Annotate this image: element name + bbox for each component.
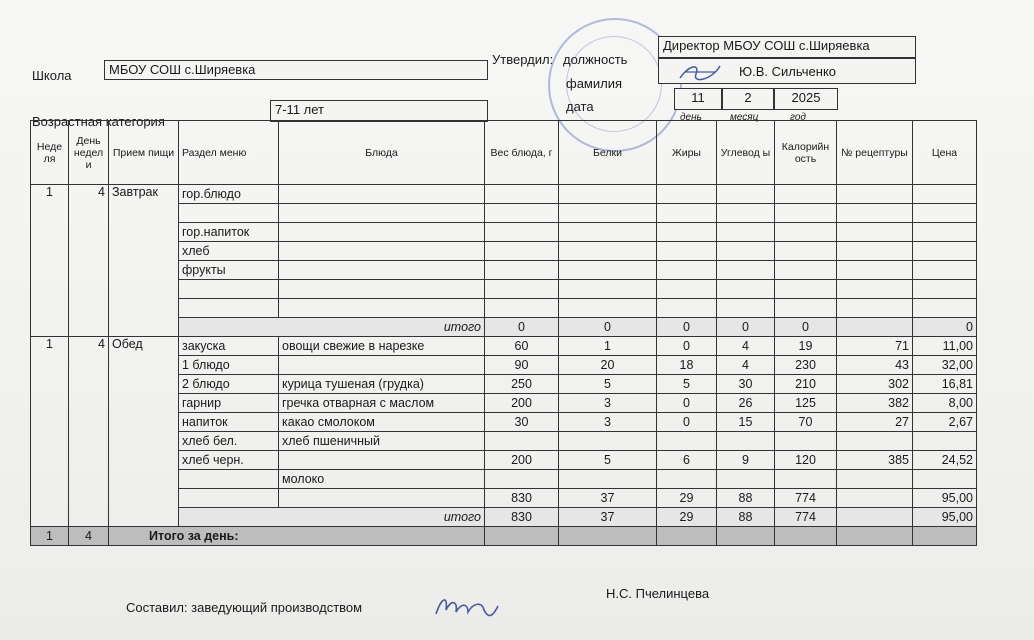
surname-label: фамилия xyxy=(566,76,623,91)
section-cell: 1 блюдо xyxy=(179,356,279,375)
total-price: 95,00 xyxy=(913,508,977,527)
section-cell: 2 блюдо xyxy=(179,375,279,394)
price-cell: 32,00 xyxy=(913,356,977,375)
age-field[interactable]: 7-11 лет xyxy=(270,100,488,122)
weight-cell: 90 xyxy=(485,356,559,375)
total-weight: 0 xyxy=(485,318,559,337)
table-row xyxy=(31,337,977,356)
price-cell: 8,00 xyxy=(913,394,977,413)
col-header: Раздел меню xyxy=(179,121,279,185)
day-total-label: Итого за день: xyxy=(109,527,485,546)
col-header: Вес блюда, г xyxy=(485,121,559,185)
recipe-cell: 43 xyxy=(837,356,913,375)
protein-cell: 3 xyxy=(559,413,657,432)
day-caption: день xyxy=(680,112,702,123)
fat-cell: 0 xyxy=(657,337,717,356)
section-cell: закуска xyxy=(179,337,279,356)
price-cell: 24,52 xyxy=(913,451,977,470)
carb-cell: 30 xyxy=(717,375,775,394)
section-cell: гор.блюдо xyxy=(179,185,279,204)
col-header: Углевод ы xyxy=(717,121,775,185)
meal-cell: Завтрак xyxy=(109,185,179,337)
section-cell: гор.напиток xyxy=(179,223,279,242)
weight-cell: 200 xyxy=(485,451,559,470)
day-cell: 4 xyxy=(69,337,109,527)
section-cell: хлеб бел. xyxy=(179,432,279,451)
fat-cell: 0 xyxy=(657,413,717,432)
kcal-cell: 19 xyxy=(775,337,837,356)
col-header: Неде ля xyxy=(31,121,69,185)
compiled-by-name: Н.С. Пчелинцева xyxy=(606,586,710,601)
fat-cell: 6 xyxy=(657,451,717,470)
fat-cell: 5 xyxy=(657,375,717,394)
kcal-cell: 125 xyxy=(775,394,837,413)
school-field[interactable]: МБОУ СОШ с.Ширяевка xyxy=(104,60,488,80)
surname-field[interactable]: Ю.В. Сильченко xyxy=(658,58,916,84)
dish-cell xyxy=(279,489,485,508)
weight-cell: 200 xyxy=(485,394,559,413)
date-day-field[interactable]: 11 xyxy=(674,88,722,110)
col-header: Блюда xyxy=(279,121,485,185)
year-caption: год xyxy=(790,112,806,123)
total-carb: 88 xyxy=(717,508,775,527)
dish-cell: молоко xyxy=(279,470,485,489)
col-header: День недел и xyxy=(69,121,109,185)
table-header-row xyxy=(31,121,977,185)
dish-cell: хлеб пшеничный xyxy=(279,432,485,451)
total-protein: 37 xyxy=(559,508,657,527)
kcal-cell xyxy=(775,470,837,489)
carb-cell xyxy=(717,432,775,451)
section-cell: гарнир xyxy=(179,394,279,413)
price-cell: 2,67 xyxy=(913,413,977,432)
protein-cell: 20 xyxy=(559,356,657,375)
approved-label: Утвердил: xyxy=(492,52,554,67)
weight-cell xyxy=(485,470,559,489)
total-kcal: 0 xyxy=(775,318,837,337)
section-cell: хлеб xyxy=(179,242,279,261)
dish-cell xyxy=(279,451,485,470)
carb-cell: 4 xyxy=(717,337,775,356)
weight-cell: 250 xyxy=(485,375,559,394)
date-label: дата xyxy=(566,99,594,114)
school-label: Школа xyxy=(32,68,72,83)
day-cell: 4 xyxy=(69,527,109,546)
fat-cell xyxy=(657,432,717,451)
weight-cell xyxy=(485,432,559,451)
recipe-cell: 71 xyxy=(837,337,913,356)
carb-cell: 15 xyxy=(717,413,775,432)
weight-cell: 830 xyxy=(485,489,559,508)
total-fat: 29 xyxy=(657,508,717,527)
carb-cell xyxy=(717,470,775,489)
section-cell: хлеб черн. xyxy=(179,451,279,470)
recipe-cell: 385 xyxy=(837,451,913,470)
total-kcal: 774 xyxy=(775,508,837,527)
col-header: Цена xyxy=(913,121,977,185)
section-cell: напиток xyxy=(179,413,279,432)
carb-cell: 9 xyxy=(717,451,775,470)
total-carb: 0 xyxy=(717,318,775,337)
price-cell xyxy=(913,470,977,489)
meal-cell: Обед xyxy=(109,337,179,527)
dish-cell: овощи свежие в нарезке xyxy=(279,337,485,356)
protein-cell xyxy=(559,470,657,489)
kcal-cell: 774 xyxy=(775,489,837,508)
protein-cell: 3 xyxy=(559,394,657,413)
fat-cell: 18 xyxy=(657,356,717,375)
kcal-cell: 230 xyxy=(775,356,837,375)
position-label: должность xyxy=(563,52,628,67)
week-cell: 1 xyxy=(31,185,69,337)
compiler-signature xyxy=(432,588,502,622)
section-cell xyxy=(179,204,279,223)
week-cell: 1 xyxy=(31,337,69,527)
protein-cell: 1 xyxy=(559,337,657,356)
kcal-cell: 120 xyxy=(775,451,837,470)
total-label: итого xyxy=(179,318,485,337)
protein-cell xyxy=(559,432,657,451)
price-cell: 11,00 xyxy=(913,337,977,356)
price-cell: 16,81 xyxy=(913,375,977,394)
price-cell: 95,00 xyxy=(913,489,977,508)
day-total-row xyxy=(31,527,977,546)
price-cell xyxy=(913,432,977,451)
protein-cell: 5 xyxy=(559,451,657,470)
fat-cell: 0 xyxy=(657,394,717,413)
col-header: Прием пищи xyxy=(109,121,179,185)
day-cell: 4 xyxy=(69,185,109,337)
recipe-cell: 382 xyxy=(837,394,913,413)
col-header: № рецептуры xyxy=(837,121,913,185)
dish-cell xyxy=(279,356,485,375)
section-cell xyxy=(179,280,279,299)
section-cell xyxy=(179,489,279,508)
weight-cell: 30 xyxy=(485,413,559,432)
date-year-field[interactable]: 2025 xyxy=(774,88,838,110)
weight-cell: 60 xyxy=(485,337,559,356)
dish-cell: гречка отварная с маслом xyxy=(279,394,485,413)
total-recipe xyxy=(837,318,913,337)
dish-cell: какао смолоком xyxy=(279,413,485,432)
total-protein: 0 xyxy=(559,318,657,337)
date-month-field[interactable]: 2 xyxy=(722,88,774,110)
total-weight: 830 xyxy=(485,508,559,527)
carb-cell: 88 xyxy=(717,489,775,508)
recipe-cell xyxy=(837,470,913,489)
kcal-cell xyxy=(775,432,837,451)
section-cell: фрукты xyxy=(179,261,279,280)
protein-cell: 37 xyxy=(559,489,657,508)
total-recipe xyxy=(837,508,913,527)
total-fat: 0 xyxy=(657,318,717,337)
director-signature xyxy=(676,60,726,84)
carb-cell: 26 xyxy=(717,394,775,413)
month-caption: месяц xyxy=(730,112,759,123)
week-cell: 1 xyxy=(31,527,69,546)
col-header: Белки xyxy=(559,121,657,185)
table-row xyxy=(31,185,977,204)
age-label: Возрастная категория xyxy=(32,114,165,129)
fat-cell: 29 xyxy=(657,489,717,508)
section-cell xyxy=(179,299,279,318)
recipe-cell xyxy=(837,489,913,508)
recipe-cell: 302 xyxy=(837,375,913,394)
section-cell xyxy=(179,470,279,489)
position-field[interactable]: Директор МБОУ СОШ с.Ширяевка xyxy=(658,36,916,58)
kcal-cell: 70 xyxy=(775,413,837,432)
kcal-cell: 210 xyxy=(775,375,837,394)
recipe-cell xyxy=(837,432,913,451)
fat-cell xyxy=(657,470,717,489)
col-header: Жиры xyxy=(657,121,717,185)
dish-cell: курица тушеная (грудка) xyxy=(279,375,485,394)
protein-cell: 5 xyxy=(559,375,657,394)
total-price: 0 xyxy=(913,318,977,337)
carb-cell: 4 xyxy=(717,356,775,375)
total-label: итого xyxy=(179,508,485,527)
compiled-by-label: Составил: заведующий производством xyxy=(126,600,363,615)
recipe-cell: 27 xyxy=(837,413,913,432)
menu-table xyxy=(30,120,977,546)
col-header: Калорийн ость xyxy=(775,121,837,185)
